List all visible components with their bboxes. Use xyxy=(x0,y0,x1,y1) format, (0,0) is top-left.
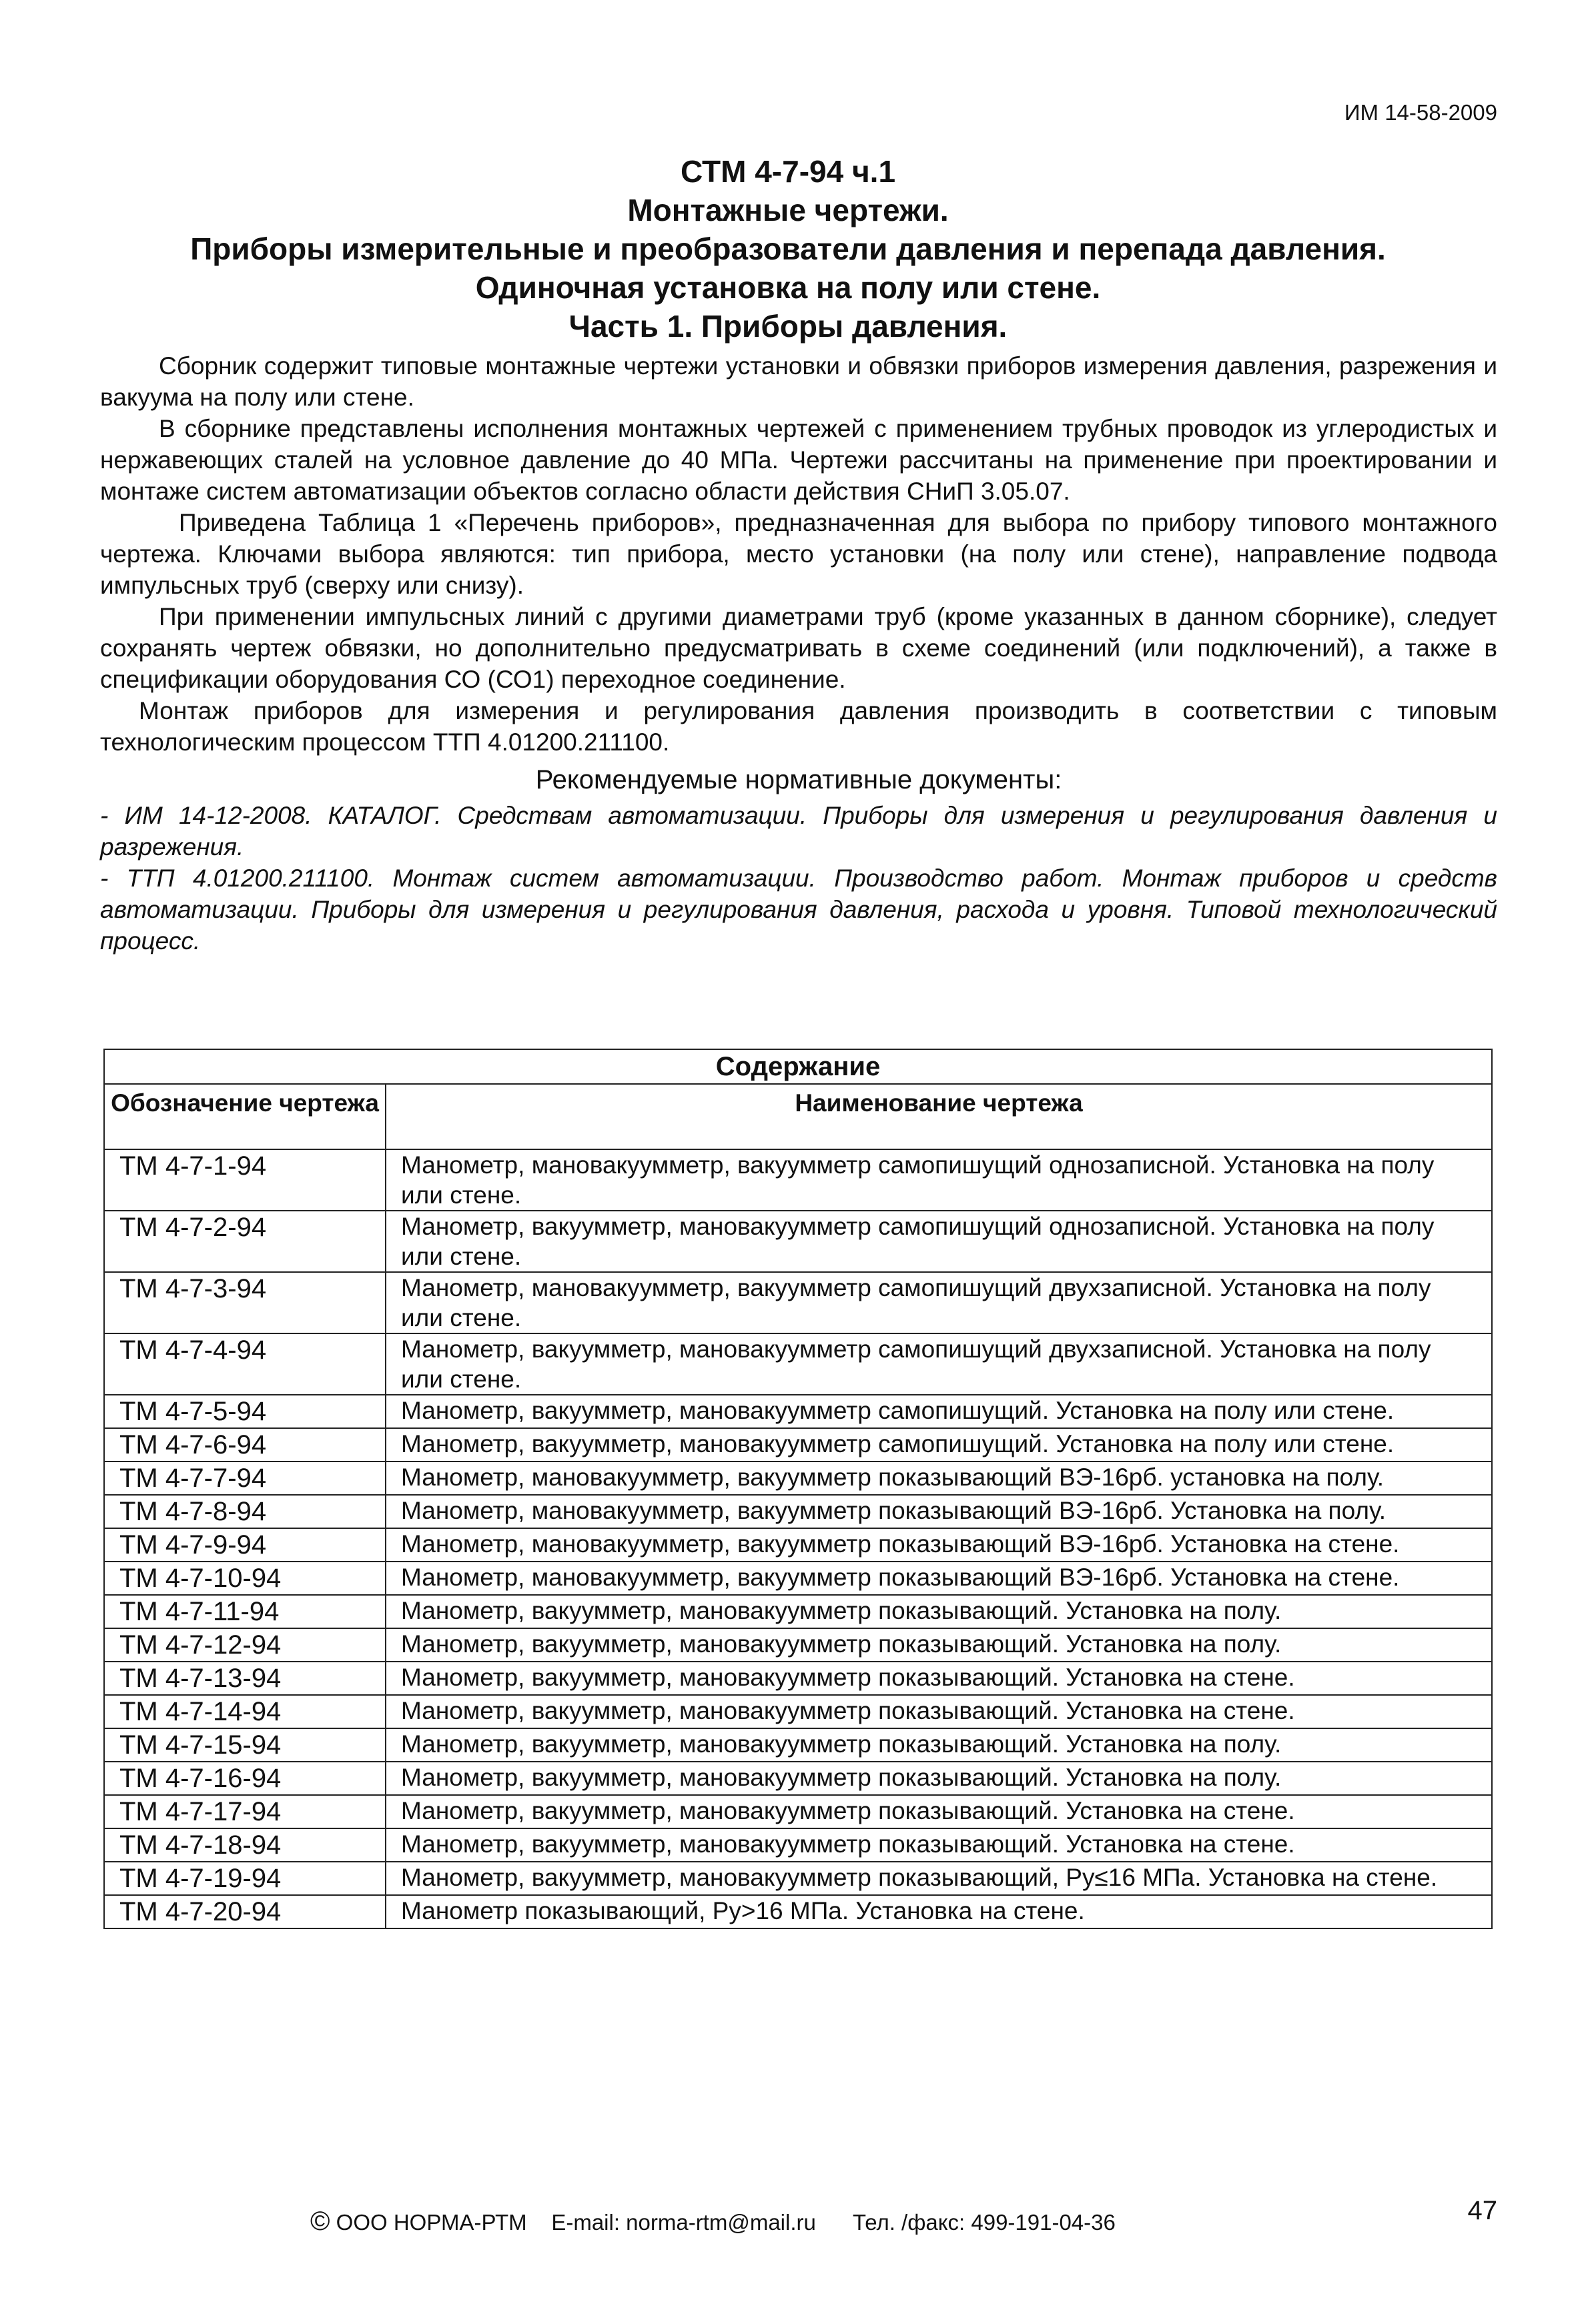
drawing-name-cell: Манометр, мановакуумметр, вакуумметр показывающий ВЭ-16рб. Установка на стене. xyxy=(386,1528,1492,1562)
drawing-code-cell: ТМ 4-7-16-94 xyxy=(104,1762,386,1795)
table-row xyxy=(104,1862,1492,1895)
drawing-name-cell: Манометр, вакуумметр, мановакуумметр самопишущий. Установка на полу или стене. xyxy=(386,1428,1492,1462)
body-text xyxy=(100,350,1497,957)
title-line-2: Монтажные чертежи. xyxy=(627,193,949,227)
drawing-code-cell: ТМ 4-7-10-94 xyxy=(104,1562,386,1595)
drawing-name-cell: Манометр, мановакуумметр, вакуумметр самопишущий двухзаписной. Установка на полу или стене. xyxy=(386,1272,1492,1333)
drawing-code-cell: ТМ 4-7-15-94 xyxy=(104,1728,386,1762)
table-row xyxy=(104,1728,1492,1762)
drawing-name-cell: Манометр, вакуумметр, мановакуумметр показывающий, Ру≤16 МПа. Установка на стене. xyxy=(386,1862,1492,1895)
recommended-docs-title: Рекомендуемые нормативные документы: xyxy=(535,765,1062,794)
contents-rows xyxy=(104,1149,1492,1928)
drawing-name-cell: Манометр, вакуумметр, мановакуумметр показывающий. Установка на стене. xyxy=(386,1795,1492,1828)
drawing-name-cell: Манометр, вакуумметр, мановакуумметр показывающий. Установка на стене. xyxy=(386,1695,1492,1728)
recommended-doc-item: - ТТП 4.01200.211100. Монтаж систем автоматизации. Производство работ. Монтаж приборов и средств автоматизации. Приборы для измерения и регулирования давления, расхода и уровня. Типовой технологический процесс. xyxy=(100,864,1497,955)
drawing-name-cell: Манометр, мановакуумметр, вакуумметр показывающий ВЭ-16рб. Установка на полу. xyxy=(386,1495,1492,1528)
recommended-doc-item: - ИМ 14-12-2008. КАТАЛОГ. Средствам автоматизации. Приборы для измерения и регулирования давления и разрежения. xyxy=(100,802,1497,860)
table-row xyxy=(104,1428,1492,1462)
paragraph: Сборник содержит типовые монтажные чертежи установки и обвязки приборов измерения давления, разрежения и вакуума на полу или стене. xyxy=(100,352,1497,411)
table-row xyxy=(104,1495,1492,1528)
drawing-name-cell: Манометр, вакуумметр, мановакуумметр показывающий. Установка на стене. xyxy=(386,1662,1492,1695)
drawing-code-cell: ТМ 4-7-11-94 xyxy=(104,1595,386,1628)
footer-org: ООО НОРМА-РТМ xyxy=(336,2210,527,2235)
drawing-name-cell: Манометр, вакуумметр, мановакуумметр самопишущий однозаписной. Установка на полу или стене. xyxy=(386,1211,1492,1272)
contents-title: Содержание xyxy=(104,1049,1492,1084)
drawing-code-cell: ТМ 4-7-14-94 xyxy=(104,1695,386,1728)
drawing-code-cell: ТМ 4-7-17-94 xyxy=(104,1795,386,1828)
drawing-name-cell: Манометр, вакуумметр, мановакуумметр показывающий. Установка на стене. xyxy=(386,1828,1492,1862)
drawing-code-cell: ТМ 4-7-12-94 xyxy=(104,1628,386,1662)
table-row xyxy=(104,1828,1492,1862)
drawing-code-cell: ТМ 4-7-2-94 xyxy=(104,1211,386,1272)
table-row xyxy=(104,1628,1492,1662)
drawing-code-cell: ТМ 4-7-19-94 xyxy=(104,1862,386,1895)
footer-phone: Тел. /факс: 499-191-04-36 xyxy=(852,2210,1116,2235)
drawing-code-cell: ТМ 4-7-20-94 xyxy=(104,1895,386,1928)
title-block xyxy=(100,152,1476,346)
drawing-code-cell: ТМ 4-7-18-94 xyxy=(104,1828,386,1862)
drawing-code-cell: ТМ 4-7-3-94 xyxy=(104,1272,386,1333)
drawing-name-cell: Манометр показывающий, Ру>16 МПа. Установка на стене. xyxy=(386,1895,1492,1928)
table-row xyxy=(104,1795,1492,1828)
table-row xyxy=(104,1462,1492,1495)
drawing-code-cell: ТМ 4-7-1-94 xyxy=(104,1149,386,1211)
paragraph: Монтаж приборов для измерения и регулирования давления производить в соответствии с типовым технологическим процессом ТТП 4.01200.211100. xyxy=(100,697,1497,756)
drawing-name-cell: Манометр, вакуумметр, мановакуумметр показывающий. Установка на полу. xyxy=(386,1762,1492,1795)
table-row xyxy=(104,1395,1492,1428)
table-row xyxy=(104,1333,1492,1395)
column-header-code: Обозначение чертежа xyxy=(104,1084,386,1149)
table-row xyxy=(104,1595,1492,1628)
drawing-name-cell: Манометр, вакуумметр, мановакуумметр показывающий. Установка на полу. xyxy=(386,1728,1492,1762)
table-row xyxy=(104,1528,1492,1562)
drawing-name-cell: Манометр, вакуумметр, мановакуумметр показывающий. Установка на полу. xyxy=(386,1595,1492,1628)
paragraph: При применении импульсных линий с другими диаметрами труб (кроме указанных в данном сборнике), следует сохранять чертеж обвязки, но дополнительно предусматривать в схеме соединений (или подключений), а также в спецификации оборудования СО (СО1) переходное соединение. xyxy=(100,603,1497,693)
drawing-name-cell: Манометр, мановакуумметр, вакуумметр показывающий ВЭ-16рб. Установка на стене. xyxy=(386,1562,1492,1595)
drawing-name-cell: Манометр, мановакуумметр, вакуумметр самопишущий однозаписной. Установка на полу или стене. xyxy=(386,1149,1492,1211)
table-row xyxy=(104,1762,1492,1795)
drawing-name-cell: Манометр, вакуумметр, мановакуумметр самопишущий двухзаписной. Установка на полу или стене. xyxy=(386,1333,1492,1395)
table-row xyxy=(104,1211,1492,1272)
title-line-5: Часть 1. Приборы давления. xyxy=(568,309,1008,344)
drawing-name-cell: Манометр, мановакуумметр, вакуумметр показывающий ВЭ-16рб. установка на полу. xyxy=(386,1462,1492,1495)
title-line-3: Приборы измерительные и преобразователи давления и перепада давления. xyxy=(190,231,1386,266)
contents-table xyxy=(103,1049,1493,1929)
drawing-code-cell: ТМ 4-7-8-94 xyxy=(104,1495,386,1528)
title-line-1: СТМ 4-7-94 ч.1 xyxy=(680,154,896,189)
drawing-code-cell: ТМ 4-7-4-94 xyxy=(104,1333,386,1395)
drawing-name-cell: Манометр, вакуумметр, мановакуумметр самопишущий. Установка на полу или стене. xyxy=(386,1395,1492,1428)
paragraph: Приведена Таблица 1 «Перечень приборов», предназначенная для выбора по прибору типового монтажного чертежа. Ключами выбора являются: тип прибора, место установки (на полу или стене), направление подвода импульсных труб (сверху или снизу). xyxy=(100,509,1497,599)
drawing-code-cell: ТМ 4-7-9-94 xyxy=(104,1528,386,1562)
drawing-name-cell: Манометр, вакуумметр, мановакуумметр показывающий. Установка на полу. xyxy=(386,1628,1492,1662)
table-row xyxy=(104,1695,1492,1728)
column-header-name: Наименование чертежа xyxy=(386,1084,1492,1149)
table-row xyxy=(104,1662,1492,1695)
page-number: 47 xyxy=(1467,2196,1497,2225)
drawing-code-cell: ТМ 4-7-13-94 xyxy=(104,1662,386,1695)
copyright-symbol: © xyxy=(310,2207,330,2236)
footer-email: E-mail: norma-rtm@mail.ru xyxy=(551,2210,816,2235)
table-row xyxy=(104,1562,1492,1595)
footer xyxy=(310,2207,1116,2237)
table-row xyxy=(104,1149,1492,1211)
paragraph: В сборнике представлены исполнения монтажных чертежей с применением трубных проводок из углеродистых и нержавеющих сталей на условное давление до 40 МПа. Чертежи рассчитаны на применение при проектировании и монтаже систем автоматизации объектов согласно области действия СНиП 3.05.07. xyxy=(100,415,1497,505)
document-id: ИМ 14-58-2009 xyxy=(1344,100,1497,125)
table-row xyxy=(104,1272,1492,1333)
title-line-4: Одиночная установка на полу или стене. xyxy=(475,270,1101,305)
drawing-code-cell: ТМ 4-7-7-94 xyxy=(104,1462,386,1495)
table-row xyxy=(104,1895,1492,1928)
drawing-code-cell: ТМ 4-7-5-94 xyxy=(104,1395,386,1428)
drawing-code-cell: ТМ 4-7-6-94 xyxy=(104,1428,386,1462)
